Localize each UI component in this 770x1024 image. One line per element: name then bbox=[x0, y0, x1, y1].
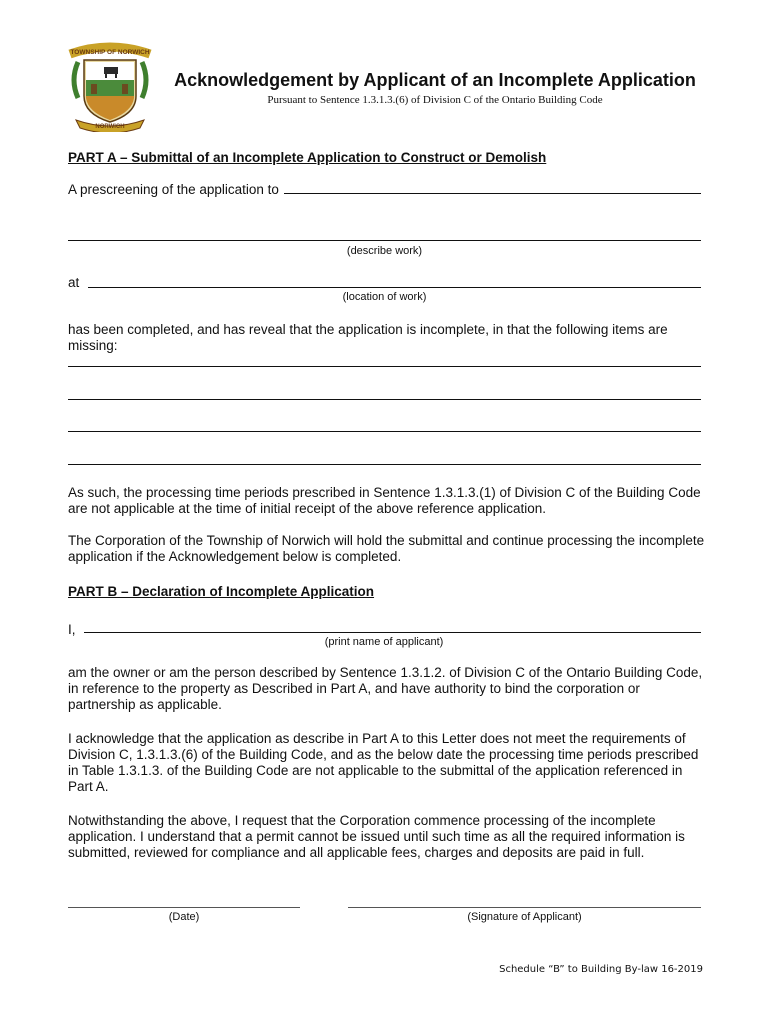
page-title: Acknowledgement by Applicant of an Incomplete Application bbox=[174, 70, 696, 90]
applicant-name-field[interactable] bbox=[84, 632, 701, 633]
date-caption: (Date) bbox=[168, 911, 200, 923]
work-description-field-2[interactable] bbox=[68, 240, 701, 241]
at-label: at bbox=[68, 275, 80, 290]
township-crest-logo bbox=[64, 40, 156, 132]
prescreening-label: A prescreening of the application to bbox=[68, 182, 279, 197]
owner-text: am the owner or am the person described by Sentence 1.3.1.2. of Division C of the Ontario Building Code, in reference to the property as Described in Part A, and have authority to bind the corporation or partnership as applicable. bbox=[68, 665, 703, 712]
part-a-heading: PART A – Submittal of an Incomplete Application to Construct or Demolish bbox=[68, 150, 547, 165]
print-name-caption: (print name of applicant) bbox=[324, 636, 444, 648]
logo-bottom-text: NORWICH bbox=[95, 124, 125, 130]
acknowledge-text: I acknowledge that the application as describe in Part A to this Letter does not meet the requirements of Division C, 1.3.1.3.(6) of the Building Code, and as the below date the processing time periods prescribed in Table 1.3.1.3. of the Building Code are not applicable to the submittal of the application referenced in Part A. bbox=[68, 731, 699, 794]
completed-text: has been completed, and has reveal that the application is incomplete, in that the following items are missing: bbox=[68, 322, 668, 353]
missing-item-field-1[interactable] bbox=[68, 366, 701, 367]
date-field[interactable] bbox=[68, 907, 300, 908]
location-caption: (location of work) bbox=[342, 291, 427, 303]
schedule-footer: Schedule “B” to Building By-law 16-2019 bbox=[499, 964, 703, 975]
describe-work-caption: (describe work) bbox=[346, 245, 423, 257]
missing-item-field-3[interactable] bbox=[68, 431, 701, 432]
i-label: I, bbox=[68, 622, 76, 637]
part-b-heading: PART B – Declaration of Incomplete Application bbox=[68, 584, 375, 599]
location-field[interactable] bbox=[88, 287, 701, 288]
missing-item-field-4[interactable] bbox=[68, 464, 701, 465]
signature-caption: (Signature of Applicant) bbox=[467, 911, 582, 923]
signature-field[interactable] bbox=[348, 907, 701, 908]
page-subtitle: Pursuant to Sentence 1.3.1.3.(6) of Division C of the Ontario Building Code bbox=[267, 94, 603, 106]
work-description-field-1[interactable] bbox=[284, 193, 701, 194]
corporation-text: The Corporation of the Township of Norwich will hold the submittal and continue processing the incomplete application if the Acknowledgement below is completed. bbox=[68, 533, 705, 564]
missing-item-field-2[interactable] bbox=[68, 399, 701, 400]
logo-top-text: TOWNSHIP OF NORWICH bbox=[70, 49, 150, 56]
processing-text: As such, the processing time periods prescribed in Sentence 1.3.1.3.(1) of Division C of the Building Code are not applicable at the time of initial receipt of the above reference application. bbox=[68, 485, 701, 516]
notwithstanding-text: Notwithstanding the above, I request that the Corporation commence processing of the incomplete application. I understand that a permit cannot be issued until such time as all the required information is submitted, reviewed for compliance and all applicable fees, charges and deposits are paid in full. bbox=[68, 813, 685, 860]
